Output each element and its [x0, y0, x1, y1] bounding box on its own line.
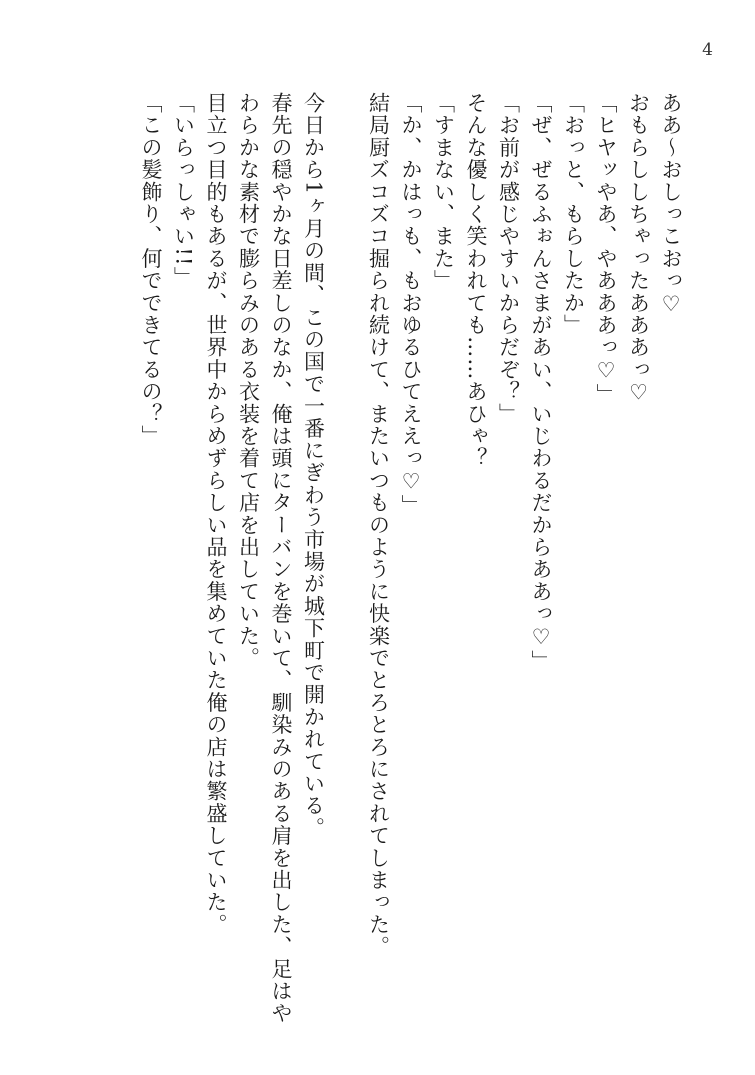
text-paragraph: 春先の穏やかな日差しのなか、俺は頭にターバンを巻いて、馴染みのある肩を出した、足はやわらかな素材で膨らみのある衣装を着て店を出していた。	[236, 92, 293, 1025]
text-line: おもらししちゃったあああっ♡	[626, 92, 651, 406]
vertical-text-body	[135, 92, 688, 1032]
text-line: 目立つ目的もあるが、世界中からめずらしい品を集めていた俺の店は繁盛していた。	[204, 92, 228, 936]
text-line: 結局厨ズコズコ掘られ続けて、またいつものように快楽でとろとろにされてしまった。	[366, 92, 391, 958]
dialogue-line: 「すまない、また」	[431, 92, 456, 292]
text-line: ああ〜おしっこおっ♡	[659, 92, 683, 317]
dialogue-line: 「お前が感じやすいからだぞ？」	[496, 92, 521, 425]
dialogue-line: 「ヒヤッやあ、やあああっ♡」	[594, 92, 618, 406]
dialogue-line: 「おっと、もらしたか」	[561, 92, 586, 337]
dialogue-line: 「か、かはっも、もおゆるひてええっ♡」	[399, 92, 423, 517]
text-line: 今日から1ヶ月の間、この国で一番にぎわう市場が城下町で開かれている。	[301, 92, 326, 840]
text-line: そんな優しく笑われても……あひゃ？	[464, 92, 488, 470]
blank-line	[330, 92, 363, 1032]
dialogue-line: 「この髪飾り、何でできてるの？」	[139, 92, 163, 448]
page-number: 4	[702, 40, 713, 60]
dialogue-line: 「いらっしゃい!!」	[171, 92, 196, 289]
dialogue-line: 「ぜ、ぜるふぉんさまがあい、いじわるだからああっ♡」	[529, 92, 553, 673]
